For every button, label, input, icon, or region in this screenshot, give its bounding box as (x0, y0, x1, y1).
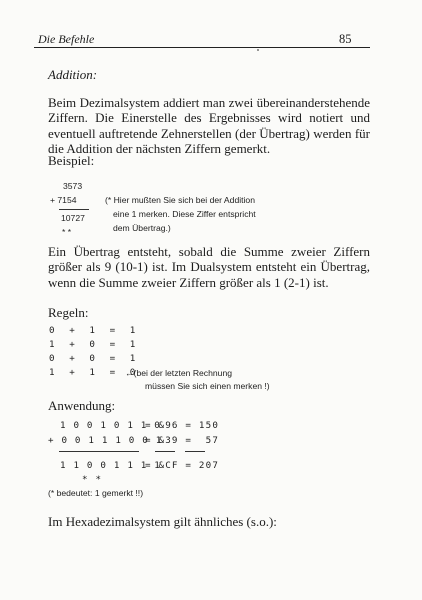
application-bits-rule (59, 451, 139, 452)
rules-arrow-note-line-2: müssen Sie sich einen merken !) (145, 381, 270, 391)
header-rule (34, 47, 370, 48)
running-header-title: Die Befehle (38, 32, 95, 46)
rule-line-1: 0 + 1 = 1 (49, 325, 137, 336)
section-title: Addition: (48, 67, 98, 82)
example-label: Beispiel: (48, 153, 95, 168)
rules-arrow-note-line-1: ←(bei der letzten Rechnung (125, 368, 233, 378)
application-row-2-bits: + 0 0 1 1 1 0 0 1 (48, 435, 163, 446)
application-result-equation: = &CF = 207 (145, 460, 220, 471)
rule-line-2: 1 + 0 = 1 (49, 339, 137, 350)
carry-paragraph: Ein Übertrag entsteht, sobald die Summe zweier Ziffern größer als 9 (10-1) ist. Im Dualsystem entsteht ein Übertrag, wenn die Summe zweier Ziffern größer als 1 (2-1) ist. (48, 244, 370, 290)
example-note-line-3: dem Übertrag.) (113, 223, 171, 233)
rules-label: Regeln: (48, 305, 89, 320)
example-sum-rule (59, 209, 89, 210)
application-dec-rule (185, 451, 205, 452)
page-number: 85 (339, 32, 352, 46)
application-hex-rule (155, 451, 175, 452)
application-row-1-bits: 1 0 0 1 0 1 1 0 (60, 420, 161, 431)
speck-mark (257, 49, 259, 51)
application-row-2-equation: = &39 = 57 (145, 435, 220, 446)
example-carry-marks: * * (62, 227, 72, 237)
application-label: Anwendung: (48, 398, 116, 413)
application-carry-marks: * * (82, 474, 103, 485)
example-operand-1: 3573 (63, 181, 83, 191)
example-result: 10727 (61, 213, 85, 223)
example-note-line-2: eine 1 merken. Diese Ziffer entspricht (113, 209, 256, 219)
closing-line: Im Hexadezimalsystem gilt ähnliches (s.o.): (48, 514, 277, 529)
application-row-1-equation: = &96 = 150 (145, 420, 220, 431)
application-footnote: (* bedeutet: 1 gemerkt !!) (48, 488, 144, 498)
intro-paragraph: Beim Dezimalsystem addiert man zwei übereinanderstehende Ziffern. Die Einerstelle des Ergebnisses wird notiert und eventuell auftretende Zehnerstellen (der Übertrag) werden für die Addition der nächsten Ziffern gemerkt. (48, 95, 370, 156)
rule-line-4: 1 + 1 = 0 (49, 367, 137, 378)
rule-line-3: 0 + 0 = 1 (49, 353, 137, 364)
application-result-bits: 1 1 0 0 1 1 1 1 (60, 460, 161, 471)
example-note-line-1: (* Hier mußten Sie sich bei der Addition (105, 195, 255, 205)
example-operand-2: + 7154 (50, 195, 77, 205)
